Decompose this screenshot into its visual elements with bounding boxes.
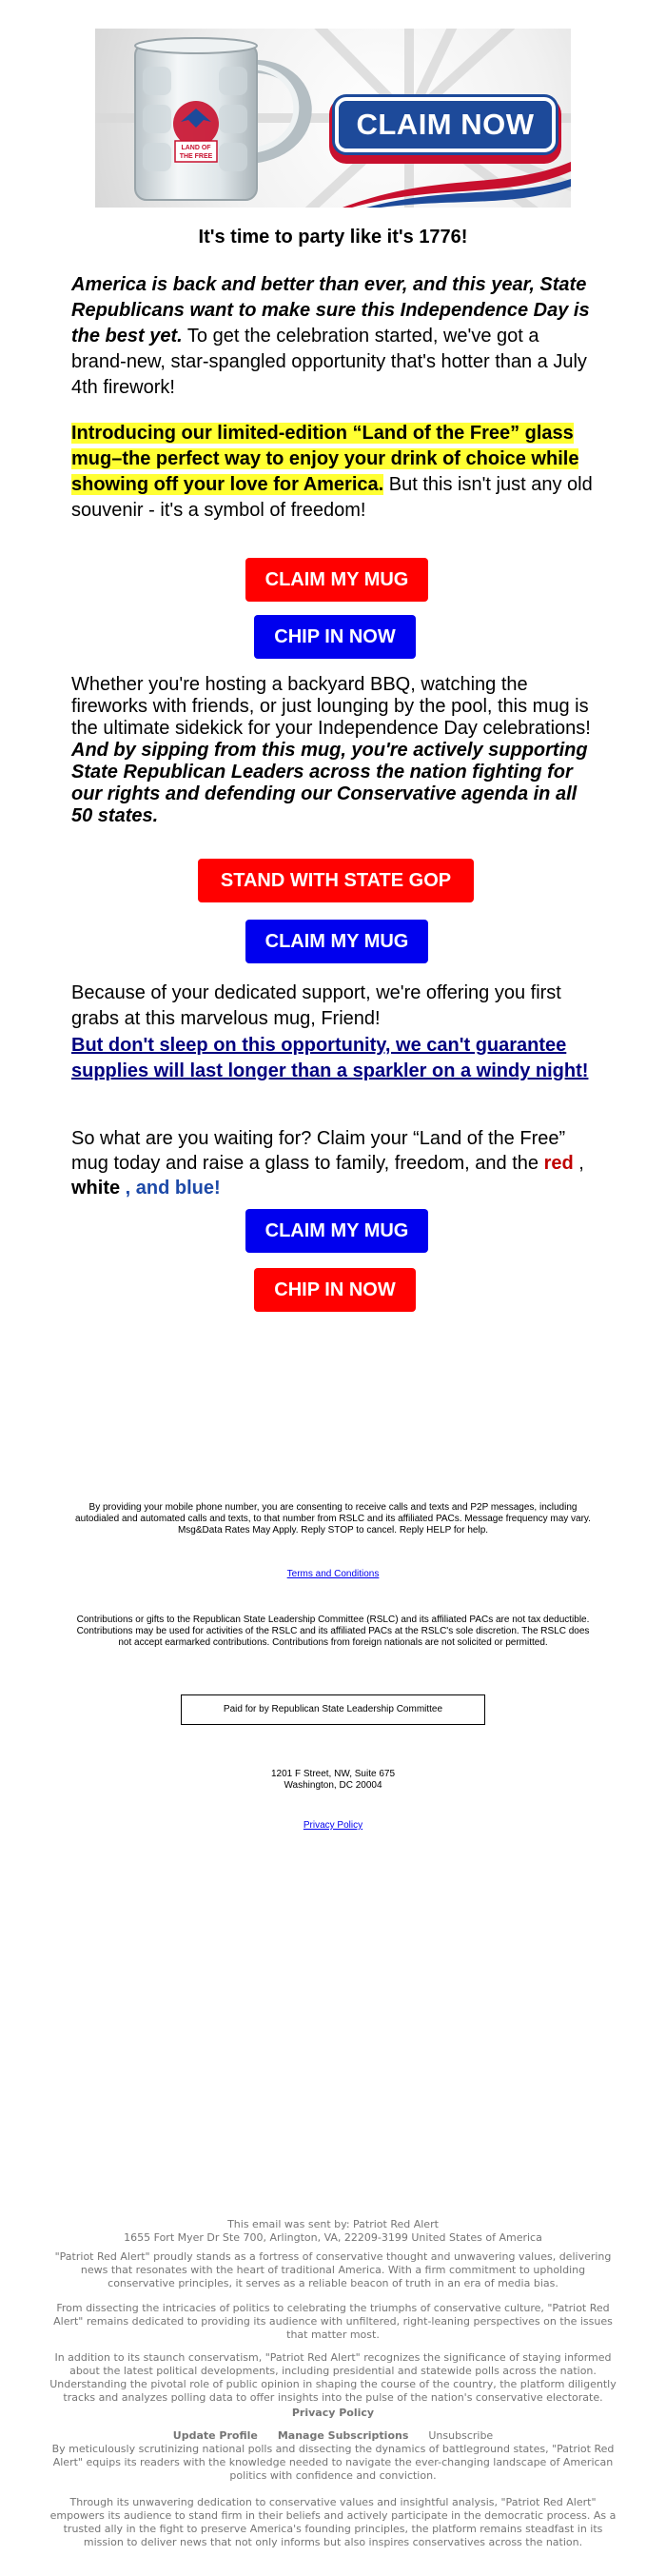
final-plain-text: So what are you waiting for? Claim your “Land of the Free” mug today and raise a glass to family, freedom, and the [71,1128,566,1174]
footer-paragraph-5: Through its unwavering dedication to conservative values and insightful analysis, "Patriot Red Alert" empowers its audience to stand firm in their beliefs and actively participate in the democratic process. As a trusted ally in the fight to preserve America's founding principles, the platform remains steadfast in its mission to deliver news that not only informs but also inspires conservatives across the nation. [49,2496,617,2548]
red-word: red [543,1153,574,1174]
white-word: white [71,1178,121,1199]
svg-text:THE FREE: THE FREE [179,153,213,160]
separator-1: , [573,1153,584,1174]
footer-links [48,2429,618,2443]
mug-plain-text: But this isn't just any old souvenir - it's a symbol of freedom! [71,474,593,521]
terms-link[interactable]: Terms and Conditions [286,1569,380,1579]
bbq-plain-text: Whether you're hosting a backyard BBQ, watching the fireworks with friends, or just lounging by the pool, this mug is the ultimate sidekick for your Independence Day celebrations! [71,674,591,739]
chip-in-button-1[interactable]: CHIP IN NOW [254,615,416,659]
claim-mug-button-2[interactable]: CLAIM MY MUG [245,920,428,963]
footer-paragraph-1: "Patriot Red Alert" proudly stands as a fortress of conservative thought and unwavering values, delivering news that resonates with the heart of traditional America. With a firm commitment to upholding conservative principles, it serves as a reliable beacon of truth in an era of media bias. [54,2250,612,2289]
committee-address-line-2: Washington, DC 20004 [284,1780,382,1791]
privacy-policy-link[interactable]: Privacy Policy [303,1820,363,1831]
claim-mug-button-1[interactable]: CLAIM MY MUG [245,558,428,602]
footer-paragraph-2: From dissecting the intricacies of politics to celebrating the triumphs of conservative culture, "Patriot Red Alert" remains dedicated to providing its audience with unfiltered, right-leaning perspectives on the issues that matter most. [53,2302,613,2341]
unsubscribe-link[interactable]: Unsubscribe [428,2429,494,2442]
bbq-paragraph [71,674,595,827]
separator-2: , [120,1178,136,1199]
claim-mug-button-3[interactable]: CLAIM MY MUG [245,1209,428,1253]
mug-image [124,29,343,208]
manage-subscriptions-link[interactable]: Manage Subscriptions [277,2429,409,2442]
chip-in-button-2[interactable]: CHIP IN NOW [254,1268,416,1312]
hero-banner[interactable] [95,29,571,208]
footer-paragraph-3: In addition to its staunch conservatism, "Patriot Red Alert" recognizes the significance of staying informed about the latest political developments, including presidential and statewide polls across the nation. Understanding the pivotal role of public opinion in shaping the course of the country, the platform diligently tracks and analyzes polling data to offer insights into the pulse of the nation's conservative electorate. [49,2351,617,2404]
mug-paragraph [71,421,595,524]
intro-plain-text: To get the celebration started, we've got a brand-new, star-spangled opportunity that's hotter than a July 4th firework! [71,326,587,398]
paid-for-box: Paid for by Republican State Leadership Committee [181,1694,485,1725]
sms-disclaimer: By providing your mobile phone number, you are consenting to receive calls and texts and P2P messages, including autodialed and automated calls and texts, to that number from RSLC and its affiliated PACs. Message frequency may vary. Msg&Data Rates May Apply. Reply STOP to cancel. Reply HELP for help. [75,1502,591,1536]
intro-paragraph [71,272,595,401]
intro-bold-text: America is back and better than ever, and this year, State Republicans want to make sure this Independence Day is the best yet. [71,274,590,347]
sent-by: This email was sent by: Patriot Red Alert [227,2218,439,2230]
sender-address: 1655 Fort Myer Dr Ste 700, Arlington, VA, 22209-3199 United States of America [124,2231,542,2244]
contributions-disclaimer: Contributions or gifts to the Republican State Leadership Committee (RSLC) and its affiliated PACs are not tax deductible. Contributions may be used for activities of the RSLC and its affiliated PACs at the RSLC's sole discretion. The RSLC does not accept earmarked contributions. Contributions from foreign nationals are not solicited or permitted. [76,1615,590,1648]
urgent-link[interactable]: But don't sleep on this opportunity, we can't guarantee supplies will last longer than a sparkler on a windy night! [71,1035,589,1081]
headline: It's time to party like it's 1776! [198,227,468,248]
committee-address-line-1: 1201 F Street, NW, Suite 675 [270,1769,396,1779]
svg-text:LAND OF: LAND OF [181,145,211,151]
update-profile-link[interactable]: Update Profile [172,2429,258,2442]
final-paragraph [71,1126,595,1200]
footer-privacy-policy-link[interactable]: Privacy Policy [291,2407,375,2419]
mug-highlight-text: Introducing our limited-edition “Land of the Free” glass mug–the perfect way to enjoy your drink of choice while showing off your love for America. [71,423,579,495]
bbq-bold-text: And by sipping from this mug, you're actively supporting State Republican Leaders across the nation fighting for our rights and defending our Conservative agenda in all 50 states. [71,740,588,826]
support-paragraph: Because of your dedicated support, we're offering you first grabs at this marvelous mug, Friend! [71,982,561,1029]
stand-with-gop-button[interactable]: STAND WITH STATE GOP [198,859,474,902]
footer-paragraph-4: By meticulously scrutinizing national polls and dissecting the dynamics of battleground states, "Patriot Red Alert" equips its readers with the knowledge needed to navigate the ever-changing landscape of American politics with confidence and conviction. [51,2443,615,2482]
claim-now-button[interactable]: CLAIM NOW [335,97,556,152]
blue-word: and blue! [135,1178,221,1199]
